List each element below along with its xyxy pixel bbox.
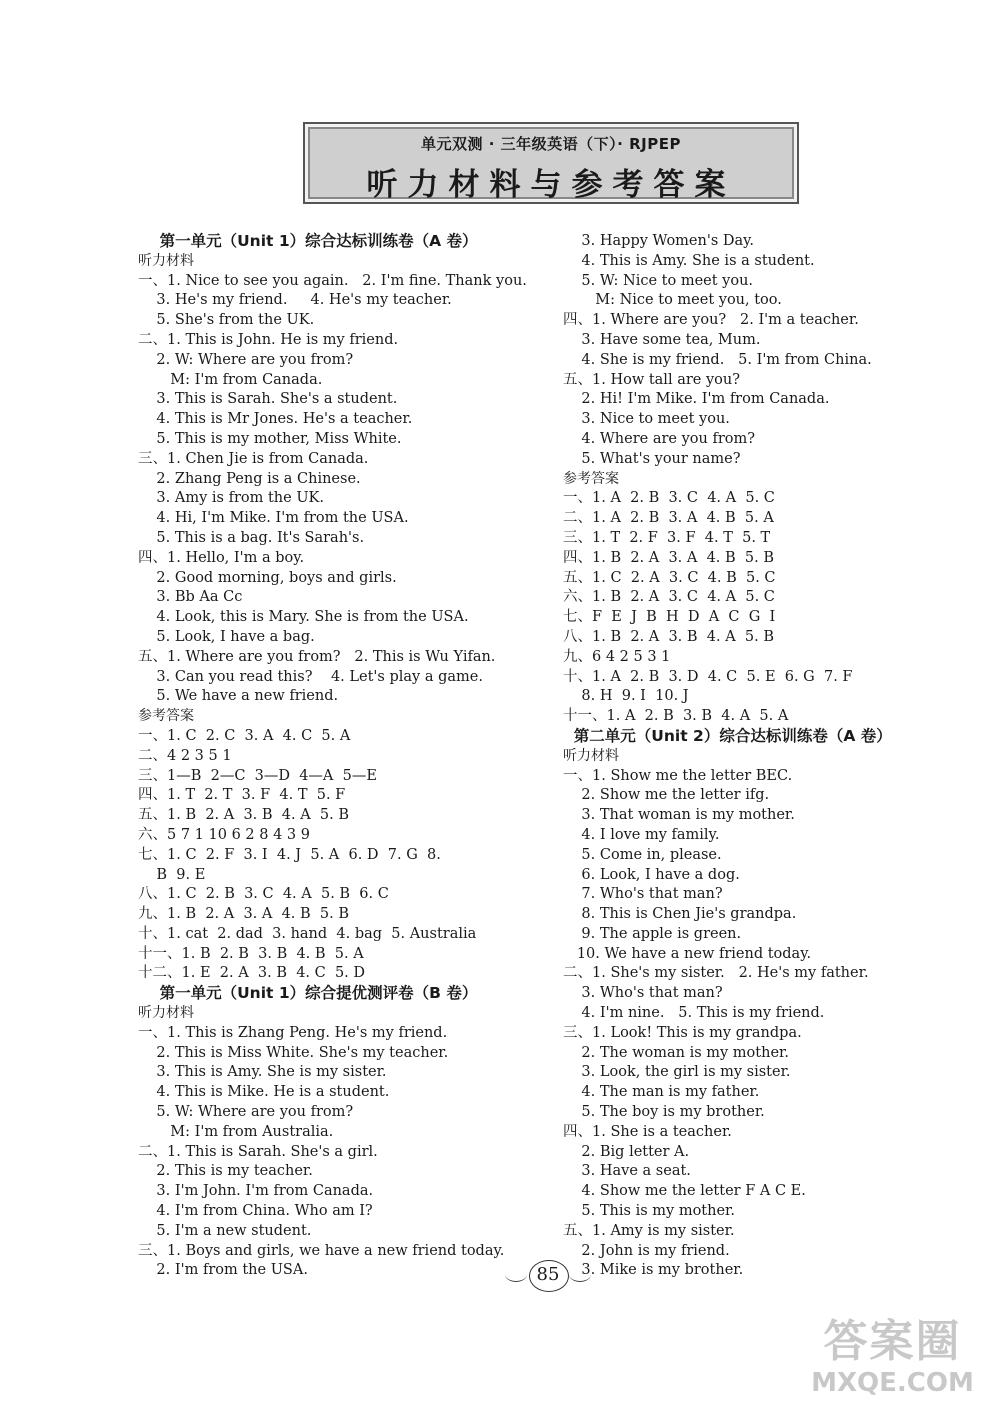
text-line: 3. He's my friend. 4. He's my teacher. [138, 292, 452, 309]
ornament-left-icon [505, 1267, 527, 1282]
text-line: 2. This is Miss White. She's my teacher. [138, 1044, 449, 1061]
text-line: 二、4 2 3 5 1 [138, 747, 232, 764]
ornament-right-icon [569, 1267, 591, 1282]
subsection-label: 听力材料 [563, 747, 619, 764]
text-line: 一、1. C 2. C 3. A 4. C 5. A [138, 727, 351, 744]
text-line: 四、1. She is a teacher. [563, 1123, 732, 1140]
text-line: 一、1. Nice to see you again. 2. I'm fine. Thank you. [138, 272, 527, 289]
text-line: 七、1. C 2. F 3. I 4. J 5. A 6. D 7. G 8. [138, 846, 441, 863]
section-heading: 第一单元（Unit 1）综合提优测评卷（B 卷） [138, 984, 478, 1003]
text-line: 5. This is a bag. It's Sarah's. [138, 529, 365, 546]
text-line: 九、1. B 2. A 3. A 4. B 5. B [138, 906, 350, 923]
text-line: 5. She's from the UK. [138, 312, 315, 329]
text-line: 四、1. Where are you? 2. I'm a teacher. [563, 312, 859, 329]
text-line: 二、1. She's my sister. 2. He's my father. [563, 965, 869, 982]
subsection-label: 听力材料 [138, 252, 194, 269]
header-subtitle: 单元双测 · 三年级英语（下）· RJPEP [421, 135, 681, 153]
text-line: 4. This is Amy. She is a student. [563, 252, 815, 269]
text-line: 十一、1. B 2. B 3. B 4. B 5. A [138, 945, 364, 962]
text-line: 5. This is my mother, Miss White. [138, 430, 402, 447]
text-line: 十、1. A 2. B 3. D 4. C 5. E 6. G 7. F [563, 668, 853, 685]
text-line: 一、1. Show me the letter BEC. [563, 767, 793, 784]
text-line: 3. Can you read this? 4. Let's play a game. [138, 668, 483, 685]
text-line: 3. I'm John. I'm from Canada. [138, 1183, 374, 1200]
header-title: 听力材料与参考答案 [366, 167, 736, 203]
text-line: 3. Have a seat. [563, 1163, 691, 1180]
page-number-badge [523, 1258, 573, 1292]
text-line: 3. Have some tea, Mum. [563, 331, 761, 348]
text-line: 5. W: Nice to meet you. [563, 272, 754, 289]
text-line: 4. I'm nine. 5. This is my friend. [563, 1005, 825, 1022]
text-line: 10. We have a new friend today. [563, 945, 812, 962]
text-line: 7. Who's that man? [563, 886, 723, 903]
text-line: 5. I'm a new student. [138, 1222, 312, 1239]
text-line: 4. Look, this is Mary. She is from the USA. [138, 609, 469, 626]
text-line: 4. I love my family. [563, 826, 720, 843]
text-line: 2. Good morning, boys and girls. [138, 569, 397, 586]
text-line: 三、1. T 2. F 3. F 4. T 5. T [563, 529, 771, 546]
text-line: 十二、1. E 2. A 3. B 4. C 5. D [138, 965, 366, 982]
text-line: 4. The man is my father. [563, 1084, 760, 1101]
text-line: 9. The apple is green. [563, 925, 742, 942]
text-line: 二、1. This is Sarah. She's a girl. [138, 1143, 378, 1160]
text-line: 4. This is Mr Jones. He's a teacher. [138, 411, 413, 428]
left-column [138, 232, 538, 1281]
text-line: 五、1. B 2. A 3. B 4. A 5. B [138, 807, 350, 824]
text-line: 五、1. How tall are you? [563, 371, 740, 388]
text-line: 四、1. T 2. T 3. F 4. T 5. F [138, 787, 346, 804]
watermark-logo [790, 1316, 995, 1402]
text-line: 4. I'm from China. Who am I? [138, 1203, 373, 1220]
text-line: 5. This is my mother. [563, 1203, 735, 1220]
text-line: 3. Who's that man? [563, 985, 723, 1002]
page-header-banner [303, 122, 799, 204]
text-line: M: Nice to meet you, too. [563, 292, 782, 309]
text-line: 2. Big letter A. [563, 1143, 690, 1160]
text-line: 2. I'm from the USA. [138, 1262, 308, 1279]
text-line: 2. Show me the letter ifg. [563, 787, 770, 804]
text-line: 8. This is Chen Jie's grandpa. [563, 906, 797, 923]
text-line: 3. This is Sarah. She's a student. [138, 391, 398, 408]
text-line: 3. Mike is my brother. [563, 1262, 744, 1279]
text-line: 三、1. Boys and girls, we have a new friend today. [138, 1242, 505, 1259]
text-line: 十、1. cat 2. dad 3. hand 4. bag 5. Australia [138, 925, 477, 942]
text-line: 六、1. B 2. A 3. C 4. A 5. C [563, 589, 775, 606]
text-line: 四、1. Hello, I'm a boy. [138, 549, 305, 566]
text-line: M: I'm from Australia. [138, 1123, 334, 1140]
text-line: M: I'm from Canada. [138, 371, 323, 388]
text-line: B 9. E [138, 866, 206, 883]
subsection-label: 听力材料 [138, 1005, 194, 1022]
watermark-line2: MXQE.COM [811, 1368, 974, 1398]
text-line: 七、F E J B H D A C G I [563, 609, 776, 626]
text-line: 8. H 9. I 10. J [563, 688, 689, 705]
watermark-line1: 答案圈 [823, 1316, 962, 1367]
text-line: 十一、1. A 2. B 3. B 4. A 5. A [563, 708, 789, 725]
text-line: 5. We have a new friend. [138, 688, 339, 705]
text-line: 四、1. B 2. A 3. A 4. B 5. B [563, 549, 775, 566]
section-heading: 第一单元（Unit 1）综合达标训练卷（A 卷） [138, 232, 478, 250]
text-line: 5. What's your name? [563, 450, 741, 467]
text-line: 三、1—B 2—C 3—D 4—A 5—E [138, 767, 377, 784]
subsection-label: 参考答案 [138, 708, 194, 725]
text-line: 2. The woman is my mother. [563, 1044, 789, 1061]
text-line: 5. W: Where are you from? [138, 1104, 354, 1121]
text-line: 4. She is my friend. 5. I'm from China. [563, 351, 872, 368]
text-line: 五、1. Amy is my sister. [563, 1222, 735, 1239]
text-line: 五、1. Where are you from? 2. This is Wu Yifan. [138, 648, 496, 665]
text-line: 八、1. B 2. A 3. B 4. A 5. B [563, 628, 775, 645]
page-number: 85 [536, 1264, 560, 1285]
text-line: 4. Where are you from? [563, 430, 756, 447]
text-line: 二、1. This is John. He is my friend. [138, 331, 399, 348]
section-heading: 第二单元（Unit 2）综合达标训练卷（A 卷） [563, 726, 892, 745]
subsection-label: 参考答案 [563, 470, 619, 487]
text-line: 六、5 7 1 10 6 2 8 4 3 9 [138, 826, 310, 843]
text-line: 5. The boy is my brother. [563, 1104, 765, 1121]
text-line: 2. This is my teacher. [138, 1163, 313, 1180]
text-line: 一、1. This is Zhang Peng. He's my friend. [138, 1024, 448, 1041]
text-line: 三、1. Chen Jie is from Canada. [138, 450, 369, 467]
text-line: 4. Hi, I'm Mike. I'm from the USA. [138, 510, 409, 527]
text-line: 2. W: Where are you from? [138, 351, 354, 368]
text-line: 三、1. Look! This is my grandpa. [563, 1024, 802, 1041]
text-line: 一、1. A 2. B 3. C 4. A 5. C [563, 490, 775, 507]
text-line: 五、1. C 2. A 3. C 4. B 5. C [563, 569, 776, 586]
text-line: 5. Look, I have a bag. [138, 628, 315, 645]
text-line: 6. Look, I have a dog. [563, 866, 740, 883]
text-line: 3. Happy Women's Day. [563, 233, 755, 249]
text-line: 5. Come in, please. [563, 846, 722, 863]
text-line: 2. Hi! I'm Mike. I'm from Canada. [563, 391, 830, 408]
text-line: 二、1. A 2. B 3. A 4. B 5. A [563, 510, 774, 527]
text-line: 3. Bb Aa Cc [138, 589, 243, 606]
text-line: 八、1. C 2. B 3. C 4. A 5. B 6. C [138, 886, 389, 903]
text-line: 3. Nice to meet you. [563, 411, 730, 428]
text-line: 2. Zhang Peng is a Chinese. [138, 470, 361, 487]
text-line: 2. John is my friend. [563, 1242, 730, 1259]
text-line: 3. Amy is from the UK. [138, 490, 324, 507]
text-line: 4. This is Mike. He is a student. [138, 1084, 390, 1101]
text-line: 3. Look, the girl is my sister. [563, 1064, 791, 1081]
text-line: 4. Show me the letter F A C E. [563, 1183, 806, 1200]
text-line: 3. This is Amy. She is my sister. [138, 1064, 387, 1081]
text-line: 九、6 4 2 5 3 1 [563, 648, 671, 665]
text-line: 3. That woman is my mother. [563, 807, 795, 824]
right-column [563, 232, 963, 1281]
